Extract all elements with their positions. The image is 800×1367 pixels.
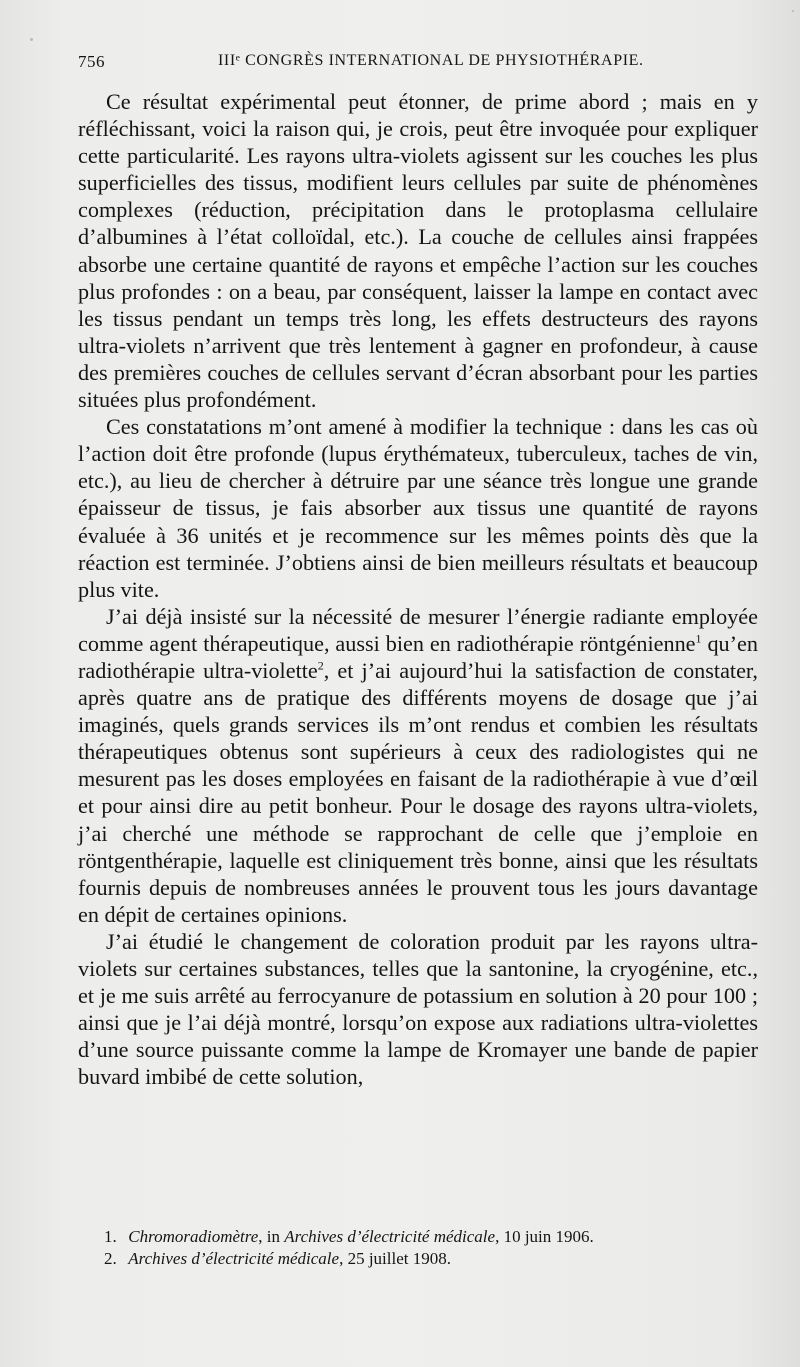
footnote-date: , 10 juin 1906. xyxy=(495,1227,594,1246)
main-text xyxy=(78,88,758,1090)
footnote-1 xyxy=(104,1226,754,1248)
footnote-source: Archives d’électricité médicale xyxy=(284,1227,496,1246)
page-speck xyxy=(30,38,33,41)
running-title: IIIᵉ CONGRÈS INTERNATIONAL DE PHYSIOTHÉRAPIE. xyxy=(218,52,644,69)
footnote-source: Archives d’électricité médicale xyxy=(128,1249,340,1268)
paragraph-3-text-before-note-1: J’ai déjà insisté sur la nécessité de mesurer l’énergie radiante employée comme agent thérapeutique, aussi bien en radiothérapie röntgénienne xyxy=(78,603,758,656)
footnote-connector: , in xyxy=(258,1227,285,1246)
footnotes xyxy=(104,1226,754,1270)
paragraph-2: Ces constatations m’ont amené à modifier la technique : dans les cas où l’action doit être profonde (lupus érythémateux, tuberculeux, taches de vin, etc.), au lieu de chercher à détruire par une séance très longue une grande épaisseur de tissus, je fais absorber aux tissus une quantité de rayons évaluée à 36 unités et je recommence sur les mêmes points dès que la réaction est terminée. J’obtiens ainsi de bien meilleurs résultats et beaucoup plus vite. xyxy=(78,414,758,602)
paragraph-4: J’ai étudié le changement de coloration produit par les rayons ultra-violets sur certaines substances, telles que la santonine, la cryogénine, etc., et je me suis arrêté au ferrocyanure de potassium en solution à 20 pour 100 ; ainsi que je l’ai déjà montré, lorsqu’on expose aux radiations ultra-violettes d’une source puissante comme la lampe de Kromayer une bande de papier buvard imbibé de cette solution, xyxy=(78,928,758,1090)
footnote-reference-2: 2 xyxy=(317,658,324,673)
page-header xyxy=(78,52,758,78)
page-number: 756 xyxy=(78,52,105,71)
page-speck xyxy=(792,10,794,12)
footnote-2 xyxy=(104,1248,754,1270)
footnote-date: , 25 juillet 1908. xyxy=(339,1249,451,1268)
paragraph-3-text-after-note-2: , et j’ai aujourd’hui la satisfaction de constater, après quatre ans de pratique des différents moyens de dosage que j’ai imaginés, quels grands services ils m’ont rendus et combien les résultats thérapeutiques obtenus sont supérieurs à ceux des radiologistes qui ne mesurent pas les doses employées en faisant de la radiothérapie à vue d’œil et pour ainsi dire au petit bonheur. Pour le dosage des rayons ultra-violets, j’ai cherché une méthode se rapprochant de celle que j’emploie en röntgenthérapie, laquelle est cliniquement très bonne, ainsi que les résultats fournis depuis de nombreuses années le prouvent tous les jours davantage en dépit de certaines opinions. xyxy=(78,657,758,927)
footnote-number: 2. xyxy=(104,1249,117,1268)
paragraph-1: Ce résultat expérimental peut étonner, de prime abord ; mais en y réfléchissant, voici la raison qui, je crois, peut être invoquée pour expliquer cette particularité. Les rayons ultra-violets agissent sur les couches les plus superficielles des tissus, modifient leurs cellules par suite de phénomènes complexes (réduction, précipitation dans le protoplasma cellulaire d’albumines à l’état colloïdal, etc.). La couche de cellules ainsi frappées absorbe une certaine quantité de rayons et empêche l’action sur les couches plus profondes : on a beau, par conséquent, laisser la lampe en contact avec les tissus pendant un temps très long, les effets destructeurs des rayons ultra-violets n’arrivent que très lentement à gagner en profondeur, à cause des premières couches de cellules servant d’écran absorbant pour les parties situées plus profondément. xyxy=(78,89,758,413)
paragraph-3-text-between-notes: qu’en radiothérapie ultra-violette xyxy=(78,630,758,683)
footnote-title: Chromoradiomètre xyxy=(128,1227,259,1246)
paragraph-3 xyxy=(78,603,758,928)
footnote-number: 1. xyxy=(104,1227,117,1246)
footnote-reference-1: 1 xyxy=(695,631,702,646)
